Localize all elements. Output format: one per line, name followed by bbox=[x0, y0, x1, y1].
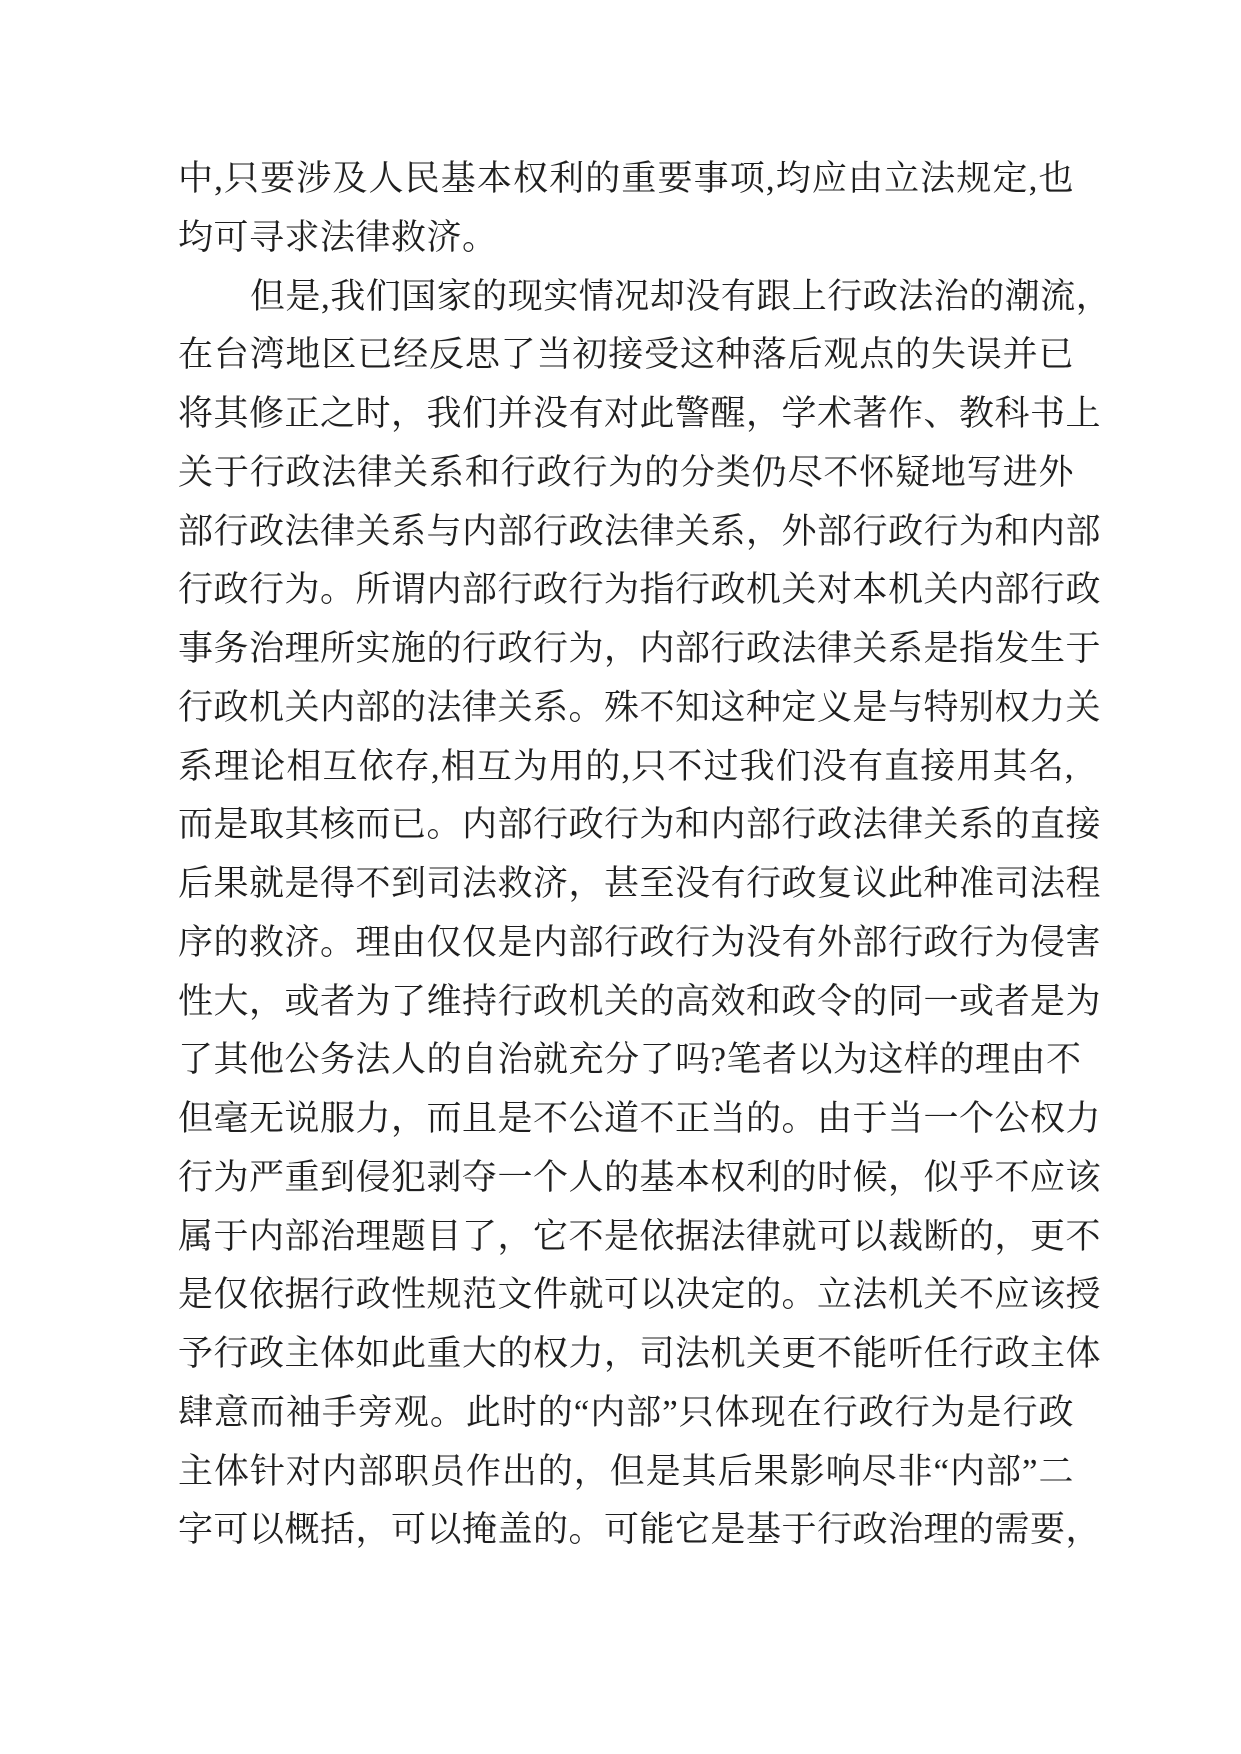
text-line: 将其修正之时，我们并没有对此警醒，学术著作、教科书上 bbox=[178, 394, 1102, 433]
text-line: 肆意而袖手旁观。此时的“内部”只体现在行政行为是行政 bbox=[178, 1392, 1074, 1432]
paragraph-continuation bbox=[178, 150, 1074, 268]
text-line: 主体针对内部职员作出的，但是其后果影响尽非“内部”二 bbox=[178, 1451, 1074, 1491]
text-line: 均可寻求法律救济。 bbox=[178, 217, 498, 257]
text-line: 但毫无说服力，而且是不公道不正当的。由于当一个公权力 bbox=[178, 1099, 1102, 1138]
text-line: 但是,我们国家的现实情况却没有跟上行政法治的潮流， bbox=[250, 276, 1112, 316]
text-line: 在台湾地区已经反思了当初接受这种落后观点的失误并已 bbox=[178, 335, 1074, 375]
text-line: 行政行为。所谓内部行政行为指行政机关对本机关内部行政 bbox=[178, 570, 1102, 610]
text-line: 予行政主体如此重大的权力，司法机关更不能听任行政主体 bbox=[178, 1334, 1102, 1373]
text-line: 是仅依据行政性规范文件就可以决定的。立法机关不应该授 bbox=[178, 1275, 1102, 1315]
text-line: 而是取其核而已。内部行政行为和内部行政法律关系的直接 bbox=[178, 805, 1102, 845]
text-line: 行政机关内部的法律关系。殊不知这种定义是与特别权力关 bbox=[178, 687, 1102, 727]
text-line: 部行政法律关系与内部行政法律关系，外部行政行为和内部 bbox=[178, 511, 1102, 551]
text-line: 系理论相互依存,相互为用的,只不过我们没有直接用其名, bbox=[178, 746, 1074, 786]
text-line: 序的救济。理由仅仅是内部行政行为没有外部行政行为侵害 bbox=[178, 922, 1102, 962]
text-block bbox=[178, 150, 1112, 1560]
text-line: 性大，或者为了维持行政机关的高效和政令的同一或者是为 bbox=[178, 981, 1102, 1021]
text-line: 了其他公务法人的自治就充分了吗?笔者以为这样的理由不 bbox=[178, 1040, 1082, 1080]
text-line: 事务治理所实施的行政行为，内部行政法律关系是指发生于 bbox=[178, 629, 1102, 668]
text-line: 关于行政法律关系和行政行为的分类仍尽不怀疑地写进外 bbox=[178, 452, 1074, 492]
paragraph-body bbox=[178, 268, 1112, 1561]
text-line: 中,只要涉及人民基本权利的重要事项,均应由立法规定,也 bbox=[178, 159, 1074, 198]
text-line: 字可以概括，可以掩盖的。可能它是基于行政治理的需要， bbox=[178, 1510, 1102, 1550]
text-line: 后果就是得不到司法救济，甚至没有行政复议此种准司法程 bbox=[178, 864, 1102, 903]
text-line: 行为严重到侵犯剥夺一个人的基本权利的时候，似乎不应该 bbox=[178, 1157, 1102, 1197]
text-line: 属于内部治理题目了，它不是依据法律就可以裁断的，更不 bbox=[178, 1216, 1102, 1256]
